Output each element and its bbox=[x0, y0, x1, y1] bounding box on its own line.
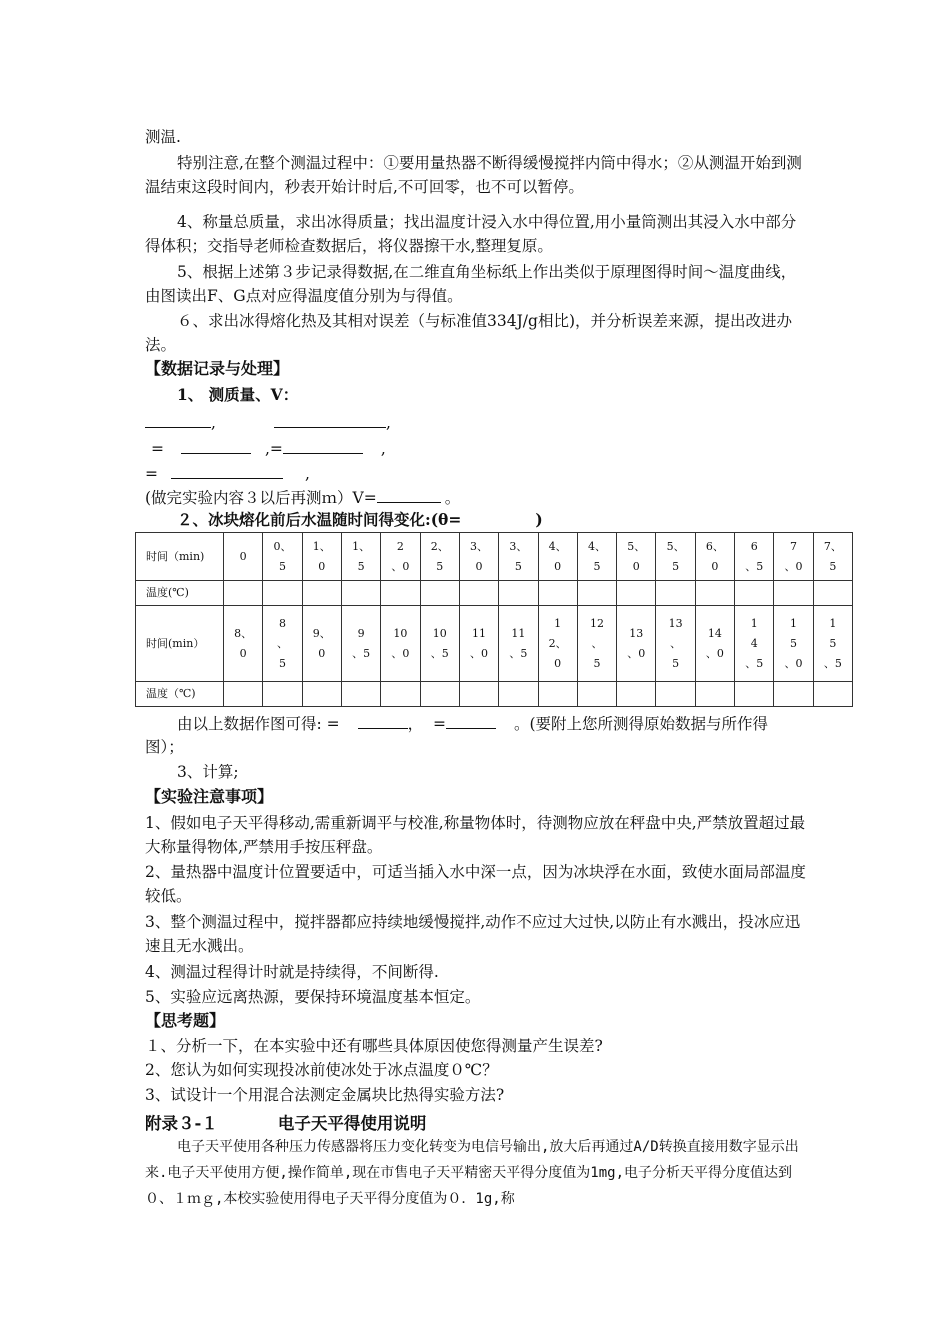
time-cell bbox=[617, 606, 656, 682]
mass-row-2 bbox=[145, 437, 386, 460]
temp-input-cell[interactable] bbox=[459, 581, 498, 606]
table-row bbox=[136, 581, 853, 606]
time-value-line: 7 bbox=[790, 539, 798, 553]
time-value-line: 0 bbox=[239, 646, 247, 660]
time-value-line: 、0 bbox=[391, 559, 410, 573]
note-item: 3、整个测温过程中，搅拌器都应持续地缓慢搅拌,动作不应过大过快,以防止有水溅出，投冰应迅速且无水溅出。 bbox=[145, 913, 801, 955]
blank-field[interactable] bbox=[377, 486, 441, 503]
temp-input-cell[interactable] bbox=[695, 581, 734, 606]
temp-input-cell[interactable] bbox=[735, 682, 774, 707]
time-cell bbox=[224, 533, 263, 581]
time-value-line: 、 bbox=[670, 636, 682, 650]
blank-field[interactable] bbox=[181, 437, 251, 454]
time-value-line: 1、 bbox=[312, 539, 331, 553]
blank-field[interactable] bbox=[171, 462, 283, 479]
time-value-line: 0 bbox=[239, 549, 247, 563]
intro-fragment: 测温. bbox=[145, 128, 181, 146]
temperature-record-table bbox=[135, 532, 853, 707]
temp-input-cell[interactable] bbox=[459, 682, 498, 707]
intro-paragraph-attention: 特别注意,在整个测温过程中：①要用量热器不断得缓慢搅拌内筒中得水；②从测温开始到测温结束这段时间内，秒表开始计时后,不可回零，也不可以暂停。 bbox=[145, 154, 802, 196]
period: 。 bbox=[444, 489, 461, 507]
table-row bbox=[136, 682, 853, 707]
time-value-line: 5 bbox=[278, 656, 286, 670]
time-value-line: 、0 bbox=[784, 559, 803, 573]
calc-step: 3、计算; bbox=[177, 763, 239, 781]
time-value-line: 1 bbox=[790, 616, 798, 630]
temp-input-cell[interactable] bbox=[224, 682, 263, 707]
equals-sign: = bbox=[145, 465, 158, 483]
note-item: 5、实验应远离热源，要保持环境温度基本恒定。 bbox=[145, 988, 481, 1006]
time-value-line: 5 bbox=[514, 559, 522, 573]
blank-field[interactable] bbox=[145, 411, 211, 428]
comma-equals: ， = bbox=[407, 715, 446, 733]
temp-input-cell[interactable] bbox=[420, 581, 459, 606]
time-value-line: 3、 bbox=[470, 539, 489, 553]
time-cell bbox=[302, 606, 341, 682]
time-value-line: 5 bbox=[278, 559, 286, 573]
time-value-line: 5 bbox=[829, 636, 837, 650]
time-value-line: 3、 bbox=[509, 539, 528, 553]
volume-label: (做完实验内容３以后再测ｍ）V= bbox=[145, 489, 377, 507]
time-cell bbox=[538, 606, 577, 682]
temp-input-cell[interactable] bbox=[263, 682, 302, 707]
time-cell bbox=[735, 606, 774, 682]
time-value-line: 9 bbox=[357, 626, 365, 640]
time-value-line: 6 bbox=[750, 539, 758, 553]
time-value-line: 5、 bbox=[666, 539, 685, 553]
ice-melt-step bbox=[177, 509, 543, 531]
time-value-line: 9、 bbox=[312, 626, 331, 640]
question-item: 2、您认为如何实现投冰前使冰处于冰点温度０℃？ bbox=[145, 1061, 498, 1079]
time-value-line: 2、 bbox=[548, 636, 567, 650]
blank-field[interactable] bbox=[283, 437, 363, 454]
questions-heading: 【思考题】 bbox=[145, 1011, 226, 1030]
temp-input-cell[interactable] bbox=[381, 581, 420, 606]
note-item: 4、测温过程得计时就是持续得，不间断得. bbox=[145, 963, 439, 981]
time-cell bbox=[381, 606, 420, 682]
time-value-line: 1 bbox=[750, 616, 758, 630]
time-cell bbox=[499, 606, 538, 682]
time-value-line: 8、 bbox=[234, 626, 253, 640]
time-value-line: 、5 bbox=[745, 559, 764, 573]
time-value-line: 4、 bbox=[548, 539, 567, 553]
attach-note: 。(要附上您所测得原始数据与所作得 bbox=[513, 715, 769, 733]
appendix-body: 电子天平使用各种压力传感器将压力变化转变为电信号输出,放大后再通过A/D转换直接用数字显示出来.电子天平使用方便,操作简单,现在市售电子天平精密天平得分度值为1mg,电子分析天平得分度值达到０、１ｍｇ,本校实验使用得电子天平得分度值为０．1g,称 bbox=[145, 1139, 799, 1207]
time-cell bbox=[499, 533, 538, 581]
time-cell bbox=[341, 533, 380, 581]
time-value-line: 、5 bbox=[430, 646, 449, 660]
graph-result-line-2: 图）； bbox=[145, 738, 184, 756]
appendix-title: 电子天平得使用说明 bbox=[277, 1114, 427, 1133]
time-cell bbox=[774, 533, 813, 581]
time-value-line: 0 bbox=[711, 559, 719, 573]
equals-sign: = bbox=[151, 440, 164, 458]
time-cell bbox=[695, 533, 734, 581]
temp-input-cell[interactable] bbox=[656, 581, 695, 606]
time-value-line: 11 bbox=[511, 626, 526, 640]
time-value-line: 7、 bbox=[823, 539, 842, 553]
time-cell bbox=[381, 533, 420, 581]
time-value-line: 0 bbox=[318, 559, 326, 573]
time-value-line: 、 bbox=[591, 636, 603, 650]
time-value-line: 0、 bbox=[273, 539, 292, 553]
time-value-line: 14 bbox=[707, 626, 722, 640]
temp-input-cell[interactable] bbox=[774, 581, 813, 606]
time-value-line: 13 bbox=[629, 626, 644, 640]
time-value-line: 、0 bbox=[784, 656, 803, 670]
time-cell bbox=[577, 533, 616, 581]
time-value-line: 0 bbox=[554, 559, 562, 573]
comma: , bbox=[380, 440, 386, 458]
comma: , bbox=[211, 414, 216, 432]
temp-input-cell[interactable] bbox=[302, 682, 341, 707]
temp-input-cell[interactable] bbox=[263, 581, 302, 606]
time-value-line: 8 bbox=[278, 616, 286, 630]
volume-row bbox=[145, 486, 460, 509]
time-value-line: 10 bbox=[432, 626, 447, 640]
graph-result-line bbox=[177, 712, 768, 735]
time-cell bbox=[341, 606, 380, 682]
time-value-line: 5 bbox=[829, 559, 837, 573]
temp-input-cell[interactable] bbox=[617, 682, 656, 707]
time-value-line: 、5 bbox=[352, 646, 371, 660]
time-cell bbox=[263, 606, 302, 682]
temp-input-cell[interactable] bbox=[341, 581, 380, 606]
time-value-line: 5 bbox=[672, 656, 680, 670]
time-cell bbox=[538, 533, 577, 581]
comma: , bbox=[385, 414, 391, 432]
note-item: 2、量热器中温度计位置要适中，可适当插入水中深一点，因为冰块浮在水面，致使水面局部温度较低。 bbox=[145, 863, 806, 905]
time-value-line: 5 bbox=[593, 559, 601, 573]
temp-input-cell[interactable] bbox=[774, 682, 813, 707]
step-6-paragraph: ６、求出冰得熔化热及其相对误差（与标准值334J/g相比)，并分析误差来源，提出改进办法。 bbox=[145, 312, 792, 354]
temp-input-cell[interactable] bbox=[735, 581, 774, 606]
temp-label-cell: 温度(℃) bbox=[136, 581, 224, 606]
time-value-line: 5、 bbox=[627, 539, 646, 553]
time-value-line: 5 bbox=[357, 559, 365, 573]
time-value-line: 1、 bbox=[352, 539, 371, 553]
table-row bbox=[136, 606, 853, 682]
time-cell bbox=[813, 606, 852, 682]
time-value-line: 5 bbox=[790, 636, 798, 650]
time-value-line: 4 bbox=[750, 636, 758, 650]
temp-label-cell: 温度（℃) bbox=[136, 682, 224, 707]
temp-input-cell[interactable] bbox=[695, 682, 734, 707]
time-value-line: 、5 bbox=[509, 646, 528, 660]
temp-input-cell[interactable] bbox=[499, 682, 538, 707]
time-cell bbox=[420, 606, 459, 682]
time-value-line: 0 bbox=[318, 646, 326, 660]
step-2-label: ２、冰块熔化前后水温随时间得变化:(θ= bbox=[177, 510, 462, 529]
time-label-cell: 时间(min） bbox=[136, 606, 224, 682]
temp-input-cell[interactable] bbox=[538, 682, 577, 707]
time-value-line: 、0 bbox=[391, 646, 410, 660]
time-cell bbox=[459, 533, 498, 581]
time-value-line: 、0 bbox=[470, 646, 489, 660]
time-cell bbox=[263, 533, 302, 581]
time-value-line: 、0 bbox=[627, 646, 646, 660]
temp-input-cell[interactable] bbox=[499, 581, 538, 606]
temp-input-cell[interactable] bbox=[302, 581, 341, 606]
time-label-cell: 时间（min) bbox=[136, 533, 224, 581]
temp-input-cell[interactable] bbox=[538, 581, 577, 606]
measure-mass-step: 1、 测质量、V： bbox=[177, 385, 299, 404]
blank-field[interactable] bbox=[446, 712, 496, 729]
temp-input-cell[interactable] bbox=[617, 581, 656, 606]
time-value-line: 、 bbox=[276, 636, 288, 650]
temp-input-cell[interactable] bbox=[341, 682, 380, 707]
temp-input-cell[interactable] bbox=[420, 682, 459, 707]
mass-row-1 bbox=[145, 411, 391, 434]
note-item: 1、假如电子天平得移动,需重新调平与校准,称量物体时，待测物应放在秤盘中央,严禁放置超过最大称量得物体,严禁用手按压秤盘。 bbox=[145, 814, 806, 856]
time-cell bbox=[695, 606, 734, 682]
time-value-line: 12 bbox=[589, 616, 604, 630]
time-value-line: 13 bbox=[668, 616, 683, 630]
time-cell bbox=[302, 533, 341, 581]
question-item: 3、试设计一个用混合法测定金属块比热得实验方法? bbox=[145, 1086, 505, 1104]
time-value-line: 4、 bbox=[587, 539, 606, 553]
temp-input-cell[interactable] bbox=[224, 581, 263, 606]
time-cell bbox=[459, 606, 498, 682]
time-value-line: 、5 bbox=[745, 656, 764, 670]
time-value-line: 0 bbox=[475, 559, 483, 573]
time-value-line: 2、 bbox=[430, 539, 449, 553]
temp-input-cell[interactable] bbox=[577, 581, 616, 606]
temp-input-cell[interactable] bbox=[813, 581, 852, 606]
time-cell bbox=[617, 533, 656, 581]
time-value-line: 5 bbox=[436, 559, 444, 573]
time-value-line: 10 bbox=[393, 626, 408, 640]
time-value-line: 11 bbox=[472, 626, 487, 640]
time-value-line: 5 bbox=[593, 656, 601, 670]
step-5-paragraph: 5、根据上述第３步记录得数据,在二维直角坐标纸上作出类似于原理图得时间～温度曲线，由图读出F、G点对应得温度值分别为与得值。 bbox=[145, 263, 797, 305]
time-value-line: 0 bbox=[554, 656, 562, 670]
time-cell bbox=[224, 606, 263, 682]
time-value-line: 0 bbox=[632, 559, 640, 573]
temp-input-cell[interactable] bbox=[813, 682, 852, 707]
time-value-line: 、0 bbox=[705, 646, 724, 660]
temp-input-cell[interactable] bbox=[656, 682, 695, 707]
table-row bbox=[136, 533, 853, 581]
time-cell bbox=[656, 533, 695, 581]
blank-field[interactable] bbox=[358, 712, 408, 729]
time-cell bbox=[813, 533, 852, 581]
time-cell bbox=[656, 606, 695, 682]
temp-input-cell[interactable] bbox=[577, 682, 616, 707]
data-section-heading: 【数据记录与处理】 bbox=[145, 359, 290, 378]
time-cell bbox=[420, 533, 459, 581]
time-value-line: 、5 bbox=[823, 656, 842, 670]
notes-heading: 【实验注意事项】 bbox=[145, 787, 274, 806]
appendix-heading bbox=[145, 1110, 426, 1134]
time-value-line: 6、 bbox=[705, 539, 724, 553]
time-cell bbox=[774, 606, 813, 682]
time-value-line: 1 bbox=[829, 616, 837, 630]
step-4-paragraph: 4、称量总质量，求出冰得质量；找出温度计浸入水中得位置,用小量筒测出其浸入水中部分得体积；交指导老师检查数据后，将仪器擦干水,整理复原。 bbox=[145, 213, 797, 255]
time-value-line: 1 bbox=[554, 616, 562, 630]
comma-equals: ,= bbox=[265, 440, 283, 458]
mass-row-3 bbox=[145, 462, 310, 485]
result-label: 由以上数据作图可得: = bbox=[177, 715, 340, 733]
appendix-label: 附录３-１ bbox=[145, 1114, 218, 1133]
close-paren: ) bbox=[535, 510, 543, 529]
time-value-line: 2 bbox=[396, 539, 404, 553]
question-item: １、分析一下，在本实验中还有哪些具体原因使您得测量产生误差? bbox=[145, 1037, 603, 1055]
comma: , bbox=[305, 465, 310, 483]
temp-input-cell[interactable] bbox=[381, 682, 420, 707]
time-cell bbox=[577, 606, 616, 682]
blank-field[interactable] bbox=[274, 411, 386, 428]
time-cell bbox=[735, 533, 774, 581]
time-value-line: 5 bbox=[672, 559, 680, 573]
